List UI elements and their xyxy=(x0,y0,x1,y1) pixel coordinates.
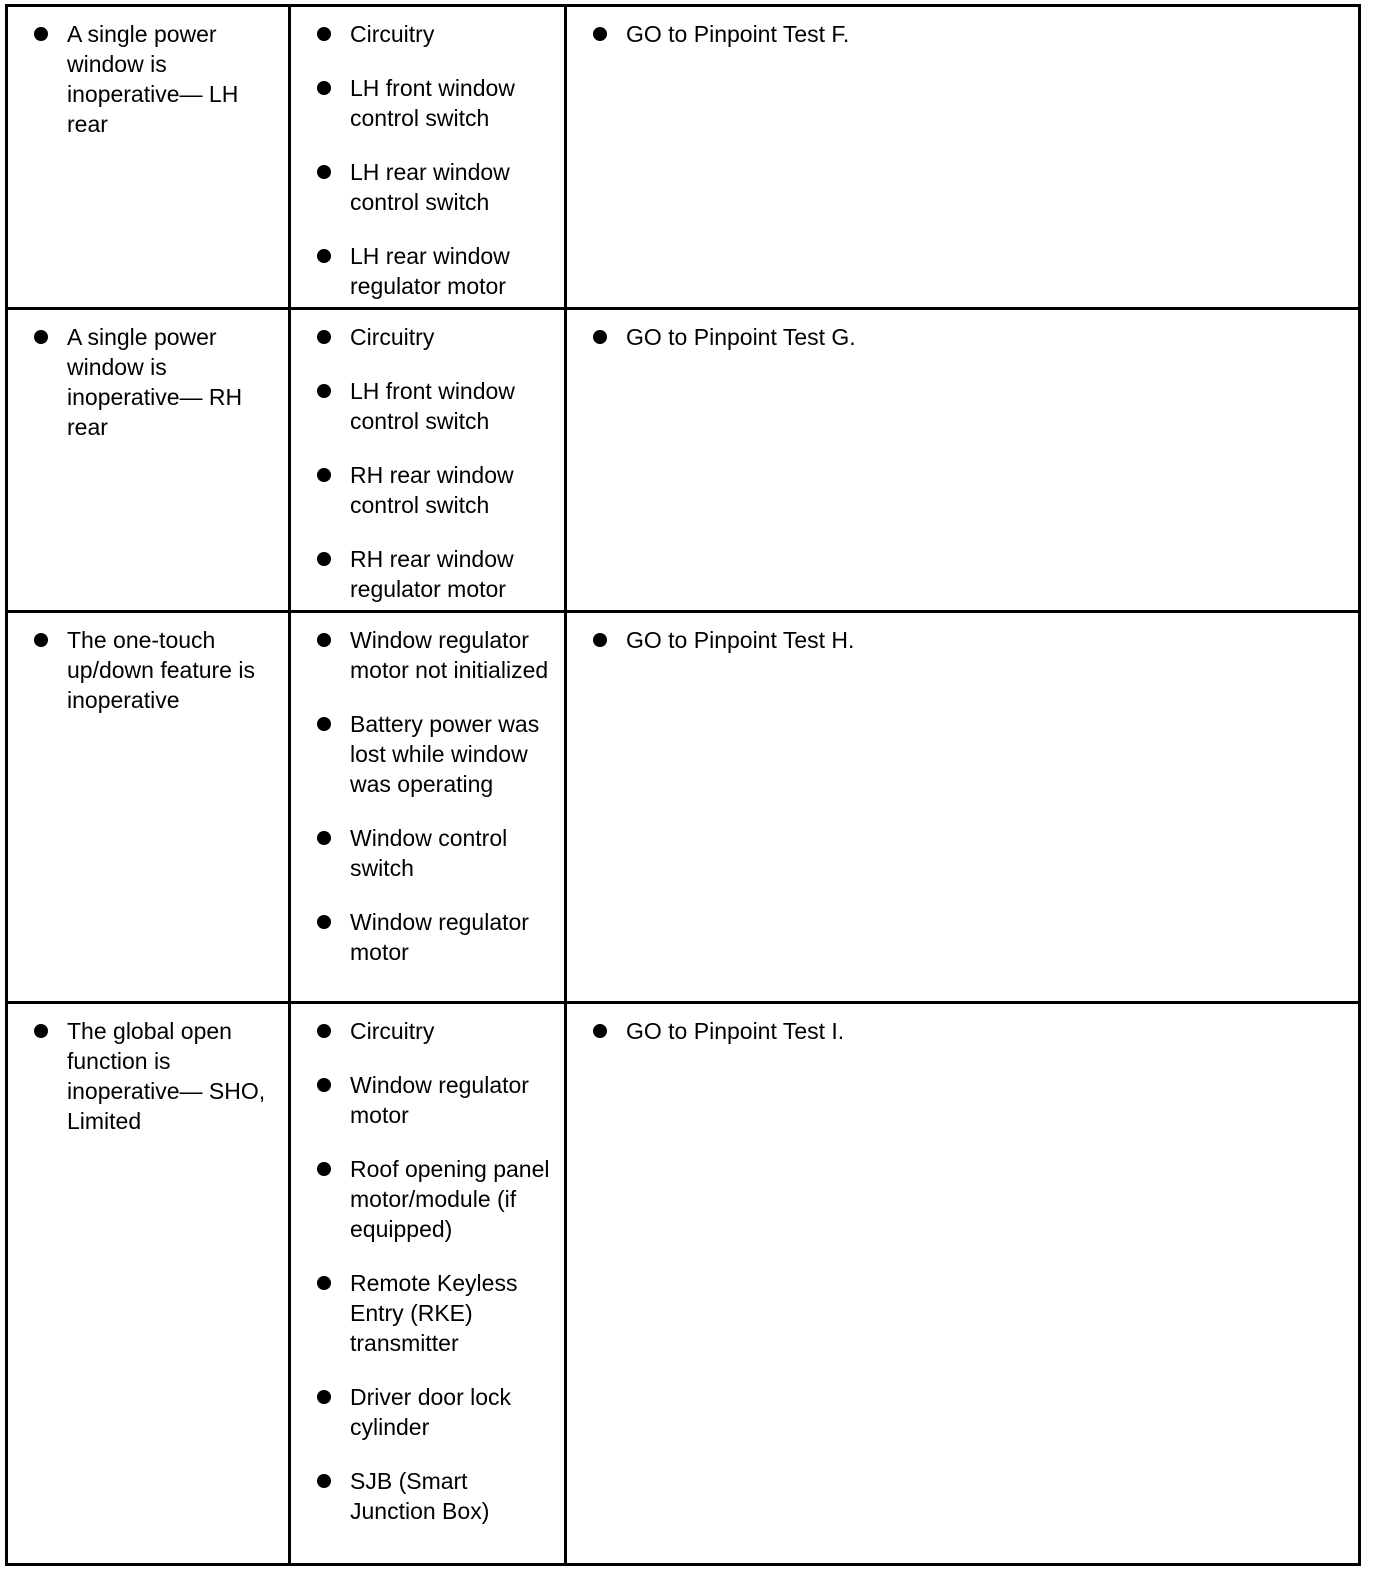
source-text: Roof opening panel motor/module (if equipped) xyxy=(350,1156,550,1242)
source-item xyxy=(313,1268,554,1358)
bullet-icon xyxy=(593,1024,607,1038)
source-item xyxy=(313,907,554,967)
source-text: Window regulator motor xyxy=(350,909,529,965)
condition-cell xyxy=(7,1003,290,1565)
condition-cell xyxy=(7,6,290,309)
source-text: SJB (Smart Junction Box) xyxy=(350,1468,490,1524)
bullet-icon xyxy=(593,633,607,647)
source-text: Circuitry xyxy=(350,324,435,350)
source-item xyxy=(313,625,554,685)
bullet-icon xyxy=(317,1024,331,1038)
condition-item xyxy=(30,1016,278,1136)
bullet-icon xyxy=(317,717,331,731)
condition-item xyxy=(30,322,278,442)
source-text: LH front window control switch xyxy=(350,75,515,131)
source-text: Battery power was lost while window was operating xyxy=(350,711,540,797)
bullet-icon xyxy=(317,915,331,929)
bullet-icon xyxy=(317,552,331,566)
source-text: RH rear window regulator motor xyxy=(350,546,514,602)
table-row xyxy=(7,6,1360,309)
source-text: Window regulator motor xyxy=(350,1072,529,1128)
bullet-icon xyxy=(34,1024,48,1038)
action-text: GO to Pinpoint Test I. xyxy=(626,1018,845,1044)
bullet-icon xyxy=(34,27,48,41)
action-text: GO to Pinpoint Test F. xyxy=(626,21,850,47)
bullet-icon xyxy=(317,1276,331,1290)
source-item xyxy=(313,1016,554,1046)
condition-text: The global open function is inoperative— SHO, Limited xyxy=(67,1018,266,1134)
condition-text: A single power window is inoperative— LH rear xyxy=(67,21,239,137)
source-item xyxy=(313,241,554,301)
bullet-icon xyxy=(317,1474,331,1488)
bullet-icon xyxy=(317,165,331,179)
bullet-icon xyxy=(593,330,607,344)
bullet-icon xyxy=(34,633,48,647)
possible-source-cell xyxy=(290,6,566,309)
bullet-icon xyxy=(317,384,331,398)
bullet-icon xyxy=(34,330,48,344)
possible-source-cell xyxy=(290,309,566,612)
source-text: Driver door lock cylinder xyxy=(350,1384,512,1440)
source-item xyxy=(313,73,554,133)
source-text: LH rear window regulator motor xyxy=(350,243,510,299)
action-cell xyxy=(566,1003,1360,1565)
symptom-chart-table xyxy=(5,4,1361,1566)
bullet-icon xyxy=(317,1390,331,1404)
table-row xyxy=(7,1003,1360,1565)
source-item xyxy=(313,19,554,49)
table-row xyxy=(7,612,1360,1003)
condition-text: A single power window is inoperative— RH rear xyxy=(67,324,243,440)
source-item xyxy=(313,709,554,799)
action-item xyxy=(589,625,1348,655)
source-text: Circuitry xyxy=(350,21,435,47)
source-item xyxy=(313,1070,554,1130)
source-item xyxy=(313,157,554,217)
source-text: Remote Keyless Entry (RKE) transmitter xyxy=(350,1270,518,1356)
bullet-icon xyxy=(593,27,607,41)
action-item xyxy=(589,19,1348,49)
source-item xyxy=(313,823,554,883)
condition-item xyxy=(30,19,278,139)
condition-cell xyxy=(7,612,290,1003)
source-item xyxy=(313,1466,554,1526)
bullet-icon xyxy=(317,330,331,344)
source-text: LH rear window control switch xyxy=(350,159,510,215)
source-item xyxy=(313,1382,554,1442)
source-text: LH front window control switch xyxy=(350,378,515,434)
bullet-icon xyxy=(317,1162,331,1176)
action-text: GO to Pinpoint Test H. xyxy=(626,627,855,653)
possible-source-cell xyxy=(290,612,566,1003)
action-text: GO to Pinpoint Test G. xyxy=(626,324,856,350)
source-text: Window control switch xyxy=(350,825,508,881)
condition-text: The one-touch up/down feature is inoperative xyxy=(67,627,255,713)
action-item xyxy=(589,322,1348,352)
possible-source-cell xyxy=(290,1003,566,1565)
condition-item xyxy=(30,625,278,715)
bullet-icon xyxy=(317,249,331,263)
bullet-icon xyxy=(317,633,331,647)
action-cell xyxy=(566,612,1360,1003)
bullet-icon xyxy=(317,831,331,845)
source-text: RH rear window control switch xyxy=(350,462,514,518)
source-item xyxy=(313,544,554,604)
bullet-icon xyxy=(317,27,331,41)
bullet-icon xyxy=(317,1078,331,1092)
bullet-icon xyxy=(317,81,331,95)
source-text: Circuitry xyxy=(350,1018,435,1044)
source-item xyxy=(313,322,554,352)
source-item xyxy=(313,376,554,436)
action-cell xyxy=(566,6,1360,309)
source-text: Window regulator motor not initialized xyxy=(350,627,549,683)
table-row xyxy=(7,309,1360,612)
condition-cell xyxy=(7,309,290,612)
action-cell xyxy=(566,309,1360,612)
source-item xyxy=(313,1154,554,1244)
bullet-icon xyxy=(317,468,331,482)
source-item xyxy=(313,460,554,520)
action-item xyxy=(589,1016,1348,1046)
